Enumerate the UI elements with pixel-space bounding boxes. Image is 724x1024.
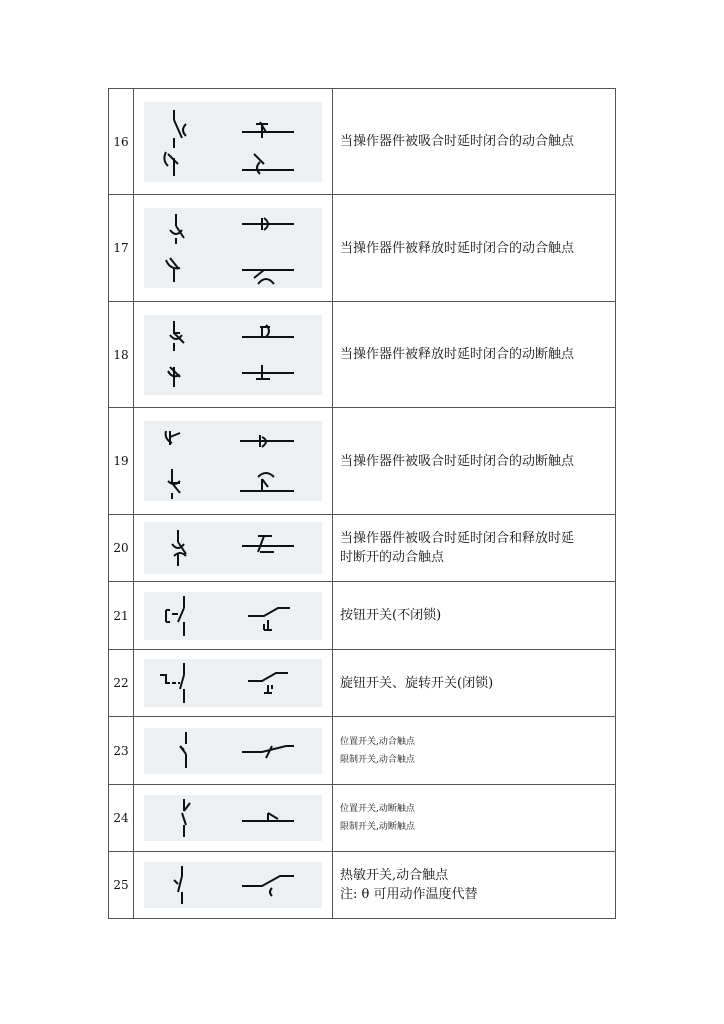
delay-close-make-contact-on-pickup-icon [144, 102, 322, 182]
table-row [109, 650, 616, 717]
row-number: 20 [109, 515, 134, 582]
row-number: 16 [109, 89, 134, 195]
table-row [109, 785, 616, 852]
description-line: 当操作器件被吸合时延时闭合的动合触点 [340, 134, 575, 149]
table-row [109, 195, 616, 302]
description-line: 按钮开关(不闭锁) [340, 608, 442, 623]
row-number: 18 [109, 302, 134, 408]
description-line: 旋钮开关、旋转开关(闭锁) [340, 675, 494, 691]
description-line: 当操作器件被吸合时延时闭合的动断触点 [340, 453, 575, 469]
delay-close-break-contact-on-release-icon [144, 315, 322, 395]
table-row [109, 515, 616, 582]
description-line: 注: θ 可用动作温度代替 [340, 887, 478, 902]
table-row [109, 408, 616, 515]
rotary-switch-icon [144, 659, 322, 707]
row-number: 23 [109, 717, 134, 785]
description-line: 热敏开关,动合触点 [340, 868, 449, 883]
row-number: 21 [109, 582, 134, 650]
delay-both-make-contact-icon [144, 522, 322, 574]
row-number: 24 [109, 785, 134, 852]
description-line: 当操作器件被释放时延时闭合的动断触点 [340, 347, 575, 362]
push-button-switch-icon [144, 592, 322, 640]
description-line: 位置开关,动合触点 [340, 736, 415, 747]
delay-close-make-contact-on-release-icon [144, 208, 322, 288]
position-switch-make-contact-icon [144, 728, 322, 774]
table-row [109, 717, 616, 785]
table-row [109, 852, 616, 919]
table-row [109, 89, 616, 195]
description-line: 位置开关,动断触点 [340, 804, 415, 814]
table-row [109, 582, 616, 650]
delay-close-break-contact-on-pickup-icon [144, 421, 322, 501]
position-switch-break-contact-icon [144, 795, 322, 841]
row-number: 25 [109, 852, 134, 919]
row-number: 22 [109, 650, 134, 717]
row-number: 17 [109, 195, 134, 302]
row-number: 19 [109, 408, 134, 515]
description-line: 时断开的动合触点 [340, 550, 445, 565]
symbol-table [108, 88, 616, 919]
table-row [109, 302, 616, 408]
description-line: 当操作器件被释放时延时闭合的动合触点 [340, 240, 575, 256]
thermal-switch-make-contact-icon [144, 862, 322, 908]
description-line: 限制开关,动断触点 [340, 822, 415, 832]
description-line: 限制开关,动合触点 [340, 754, 415, 765]
description-line: 当操作器件被吸合时延时闭合和释放时延 [340, 531, 575, 546]
